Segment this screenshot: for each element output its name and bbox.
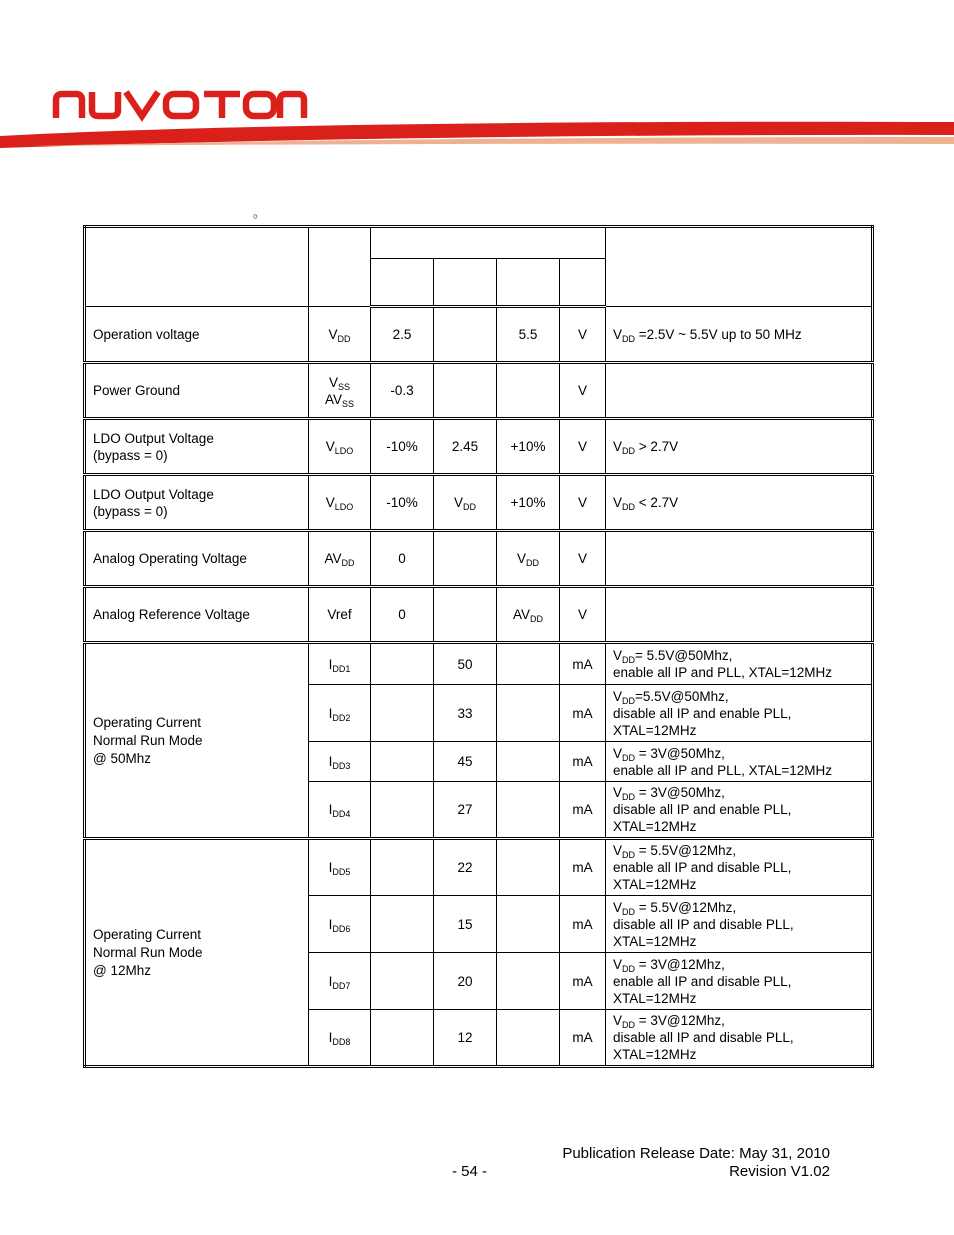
symbol-subscript: DD xyxy=(622,446,636,456)
max-cell xyxy=(497,307,560,363)
min-cell xyxy=(371,685,434,742)
max-value: +10% xyxy=(510,495,546,510)
min-cell xyxy=(371,896,434,953)
symbol: V xyxy=(325,439,335,454)
symbol-cell xyxy=(309,307,371,363)
symbol: I xyxy=(328,1030,333,1045)
max-cell xyxy=(497,839,560,896)
symbol: AV xyxy=(512,607,530,622)
symbol: Vref xyxy=(327,607,352,622)
header-banner xyxy=(0,118,954,148)
min-cell xyxy=(371,363,434,419)
min-cell xyxy=(371,782,434,839)
symbol-subscript: DD xyxy=(622,906,636,917)
parameter-name: LDO Output Voltage xyxy=(93,430,214,446)
max-value: 5.5 xyxy=(518,327,538,342)
typ-value: 22 xyxy=(457,860,473,875)
symbol-cell xyxy=(309,953,371,1010)
symbol-subscript: DD1 xyxy=(332,663,351,674)
typ-cell xyxy=(434,685,497,742)
condition-text: = 3V@50Mhz, xyxy=(635,745,725,761)
symbol-cell xyxy=(309,531,371,587)
condition-line: XTAL=12MHz xyxy=(613,990,697,1006)
unit-cell xyxy=(560,782,606,839)
max-cell xyxy=(497,1010,560,1067)
min-value: 2.5 xyxy=(392,327,412,342)
symbol-cell xyxy=(309,685,371,742)
typ-value: 15 xyxy=(457,916,473,932)
condition-cell xyxy=(606,742,873,782)
unit-value: mA xyxy=(572,802,593,817)
table-row xyxy=(85,587,873,643)
max-cell xyxy=(497,685,560,742)
min-value: 0 xyxy=(398,551,406,566)
parameter-name: Operation voltage xyxy=(93,326,200,342)
page-number: - 54 - xyxy=(452,1163,488,1180)
condition-text: > 2.7V xyxy=(635,439,679,454)
unit-cell xyxy=(560,475,606,531)
unit-value: V xyxy=(577,607,587,622)
min-cell xyxy=(371,953,434,1010)
condition-cell xyxy=(606,587,873,643)
typ-cell xyxy=(434,742,497,782)
condition-line: disable all IP and disable PLL, xyxy=(613,916,794,932)
condition-cell xyxy=(606,839,873,896)
table-row xyxy=(85,643,873,685)
symbol: I xyxy=(328,802,333,817)
condition-cell xyxy=(606,419,873,475)
condition-line: XTAL=12MHz xyxy=(613,933,697,949)
unit-value: V xyxy=(577,327,587,342)
condition-text: = 5.5V@12Mhz, xyxy=(635,843,737,858)
parameter-cell xyxy=(85,419,309,475)
typ-cell xyxy=(434,839,497,896)
unit-cell xyxy=(560,587,606,643)
condition-line: XTAL=12MHz xyxy=(613,722,697,738)
table-row xyxy=(85,363,873,419)
symbol: I xyxy=(328,973,333,989)
min-cell xyxy=(371,531,434,587)
condition-line: XTAL=12MHz xyxy=(613,877,697,892)
condition-line xyxy=(613,647,864,664)
min-value: 0 xyxy=(398,607,406,622)
typ-cell xyxy=(434,475,497,531)
table-header-row xyxy=(85,227,873,259)
symbol: V xyxy=(453,495,463,510)
condition-text: =5.5V@50Mhz, xyxy=(635,688,729,704)
symbol-subscript: DD xyxy=(622,1020,636,1030)
symbol-cell xyxy=(309,839,371,896)
condition-line xyxy=(613,842,864,859)
symbol-subscript: DD xyxy=(622,963,636,974)
unit-value: mA xyxy=(572,656,593,672)
condition-line: disable all IP and enable PLL, xyxy=(613,705,792,721)
symbol: V xyxy=(613,495,623,510)
group-label-line: Operating Current xyxy=(93,926,202,942)
symbol: V xyxy=(613,326,623,342)
symbol: V xyxy=(613,1013,623,1028)
condition-cell xyxy=(606,363,873,419)
max-cell xyxy=(497,475,560,531)
condition-text: < 2.7V xyxy=(635,495,679,510)
typ-cell xyxy=(434,782,497,839)
group-label-line: Operating Current xyxy=(93,714,202,730)
condition-cell xyxy=(606,953,873,1010)
min-cell xyxy=(371,643,434,685)
symbol-cell xyxy=(309,475,371,531)
condition-line xyxy=(613,688,864,705)
symbol-subscript: DD xyxy=(463,502,476,512)
condition-text: = 3V@12Mhz, xyxy=(635,1013,725,1028)
symbol-subscript: LDO xyxy=(334,446,354,456)
condition-cell xyxy=(606,307,873,363)
max-value: +10% xyxy=(510,439,546,454)
symbol: V xyxy=(613,956,623,972)
typ-cell xyxy=(434,363,497,419)
header-symbol xyxy=(309,227,371,307)
max-cell xyxy=(497,782,560,839)
unit-cell xyxy=(560,685,606,742)
typ-cell xyxy=(434,1010,497,1067)
symbol: I xyxy=(328,754,333,769)
group-label-line: @ 50Mhz xyxy=(93,750,151,766)
symbol: V xyxy=(328,326,338,342)
symbol-subscript: DD xyxy=(622,502,636,512)
typ-cell xyxy=(434,587,497,643)
parameter-name: Power Ground xyxy=(93,383,181,398)
max-cell xyxy=(497,742,560,782)
min-cell xyxy=(371,587,434,643)
condition-cell xyxy=(606,782,873,839)
table-row xyxy=(85,419,873,475)
symbol: V xyxy=(613,688,623,704)
unit-cell xyxy=(560,839,606,896)
symbol: V xyxy=(613,843,623,858)
header-specification xyxy=(371,227,606,259)
symbol: V xyxy=(613,648,623,663)
symbol: V xyxy=(613,745,623,761)
unit-cell xyxy=(560,896,606,953)
symbol-cell xyxy=(309,643,371,685)
min-value: -0.3 xyxy=(390,383,414,398)
unit-value: V xyxy=(577,495,587,510)
min-cell xyxy=(371,742,434,782)
header-parameter xyxy=(85,227,309,307)
symbol-subscript: DD8 xyxy=(332,1037,351,1047)
header-unit xyxy=(560,259,606,307)
unit-cell xyxy=(560,643,606,685)
symbol-cell xyxy=(309,742,371,782)
symbol-cell xyxy=(309,896,371,953)
parameter-name: LDO Output Voltage xyxy=(93,486,214,502)
condition-line: disable all IP and disable PLL, xyxy=(613,1030,794,1045)
typ-value: 33 xyxy=(457,705,473,721)
condition-cell xyxy=(606,685,873,742)
parameter-note: (bypass = 0) xyxy=(93,503,168,519)
group-label-cell xyxy=(85,839,309,1067)
symbol: V xyxy=(613,439,623,454)
condition-line xyxy=(613,784,864,801)
unit-cell xyxy=(560,1010,606,1067)
condition-line xyxy=(613,1012,864,1029)
parameter-cell xyxy=(85,531,309,587)
condition-line xyxy=(613,899,864,916)
publication-release-date: Publication Release Date: May 31, 2010 xyxy=(562,1145,830,1162)
symbol-subscript: DD xyxy=(622,655,636,665)
header-test-conditions xyxy=(606,227,873,307)
symbol-subscript: DD xyxy=(622,792,636,802)
group-label-line: Normal Run Mode xyxy=(93,732,203,748)
max-cell xyxy=(497,363,560,419)
unit-cell xyxy=(560,307,606,363)
unit-value: V xyxy=(577,439,587,454)
symbol-cell xyxy=(309,1010,371,1067)
symbol-cell xyxy=(309,363,371,419)
symbol-subscript: DD xyxy=(337,333,351,344)
max-cell xyxy=(497,953,560,1010)
condition-line: enable all IP and disable PLL, xyxy=(613,973,792,989)
unit-cell xyxy=(560,742,606,782)
symbol: I xyxy=(328,705,333,721)
condition-line: enable all IP and PLL, XTAL=12MHz xyxy=(613,762,833,778)
condition-text: = 5.5V@50Mhz, xyxy=(635,648,733,663)
typ-cell xyxy=(434,643,497,685)
symbol: V xyxy=(328,374,338,390)
parameter-note: (bypass = 0) xyxy=(93,447,168,463)
condition-text: = 3V@12Mhz, xyxy=(635,956,725,972)
condition-cell xyxy=(606,1010,873,1067)
symbol-cell xyxy=(309,419,371,475)
condition-text: =2.5V ~ 5.5V up to 50 MHz xyxy=(635,326,802,342)
condition-text: = 5.5V@12Mhz, xyxy=(635,899,737,915)
symbol-subscript: DD xyxy=(622,333,636,344)
symbol: V xyxy=(325,495,335,510)
unit-value: mA xyxy=(572,1030,593,1045)
condition-line xyxy=(613,745,864,762)
symbol: AV xyxy=(324,391,342,407)
condition-line xyxy=(613,956,864,973)
symbol-subscript: DD5 xyxy=(332,867,351,877)
symbol-subscript: DD xyxy=(530,614,543,624)
condition-line: enable all IP and disable PLL, xyxy=(613,860,792,875)
condition-line: enable all IP and PLL, XTAL=12MHz xyxy=(613,665,833,680)
symbol: AV xyxy=(324,551,342,566)
condition-line: disable all IP and enable PLL, xyxy=(613,802,792,817)
symbol-subscript: DD7 xyxy=(332,980,351,991)
unit-value: mA xyxy=(572,754,593,769)
typ-value: 12 xyxy=(457,1030,473,1045)
parameter-name: Analog Operating Voltage xyxy=(93,551,247,566)
typ-value: 50 xyxy=(457,656,473,672)
header-max xyxy=(497,259,560,307)
min-cell xyxy=(371,307,434,363)
table-row xyxy=(85,839,873,896)
symbol-cell xyxy=(309,587,371,643)
symbol-subscript: DD3 xyxy=(332,761,351,771)
revision: Revision V1.02 xyxy=(729,1163,830,1180)
unit-cell xyxy=(560,419,606,475)
unit-value: mA xyxy=(572,973,593,989)
table-row xyxy=(85,307,873,363)
symbol: V xyxy=(613,899,623,915)
typ-value: 20 xyxy=(457,973,473,989)
typ-cell xyxy=(434,419,497,475)
symbol-subscript: DD2 xyxy=(332,712,351,723)
condition-line: XTAL=12MHz xyxy=(613,1047,697,1062)
condition-cell xyxy=(606,475,873,531)
dc-characteristics-table xyxy=(83,225,874,1068)
unit-value: V xyxy=(577,383,587,398)
group-label-line: Normal Run Mode xyxy=(93,944,203,960)
table-row xyxy=(85,531,873,587)
intro-mark: 。 xyxy=(253,205,267,220)
symbol-subscript: DD6 xyxy=(332,923,351,934)
max-cell xyxy=(497,419,560,475)
symbol-subscript: DD xyxy=(341,558,355,568)
max-cell xyxy=(497,587,560,643)
symbol-cell xyxy=(309,782,371,839)
symbol-subscript: DD xyxy=(526,558,539,568)
typ-cell xyxy=(434,531,497,587)
unit-value: mA xyxy=(572,916,593,932)
header-min xyxy=(371,259,434,307)
symbol: V xyxy=(516,551,526,566)
max-cell xyxy=(497,643,560,685)
typ-cell xyxy=(434,307,497,363)
parameter-cell xyxy=(85,363,309,419)
typ-cell xyxy=(434,896,497,953)
symbol: I xyxy=(328,916,333,932)
symbol: V xyxy=(613,785,623,800)
unit-value: V xyxy=(577,551,587,566)
max-cell xyxy=(497,531,560,587)
parameter-cell xyxy=(85,587,309,643)
header-typ xyxy=(434,259,497,307)
unit-value: mA xyxy=(572,860,593,875)
max-cell xyxy=(497,896,560,953)
min-cell xyxy=(371,475,434,531)
condition-cell xyxy=(606,643,873,685)
symbol-subscript: DD4 xyxy=(332,809,351,819)
min-value: -10% xyxy=(386,439,418,454)
symbol: I xyxy=(328,656,333,672)
typ-value: 2.45 xyxy=(451,439,479,454)
min-cell xyxy=(371,839,434,896)
symbol-subscript: SS xyxy=(342,398,355,409)
unit-value: mA xyxy=(572,705,593,721)
condition-cell xyxy=(606,531,873,587)
symbol-subscript: DD xyxy=(622,850,636,860)
table-row xyxy=(85,475,873,531)
unit-cell xyxy=(560,363,606,419)
symbol-subscript: DD xyxy=(622,752,636,763)
parameter-name: Analog Reference Voltage xyxy=(93,607,250,622)
condition-line: XTAL=12MHz xyxy=(613,819,697,834)
nuvoton-logo xyxy=(52,88,308,122)
symbol-subscript: LDO xyxy=(334,502,354,512)
typ-value: 27 xyxy=(457,802,473,817)
min-cell xyxy=(371,1010,434,1067)
symbol: I xyxy=(328,860,333,875)
min-value: -10% xyxy=(386,495,418,510)
parameter-cell xyxy=(85,307,309,363)
symbol-subscript: DD xyxy=(622,695,636,706)
group-label-line: @ 12Mhz xyxy=(93,962,151,978)
group-label-cell xyxy=(85,643,309,839)
symbol-subscript: SS xyxy=(338,381,351,392)
unit-cell xyxy=(560,953,606,1010)
unit-cell xyxy=(560,531,606,587)
condition-cell xyxy=(606,896,873,953)
condition-text: = 3V@50Mhz, xyxy=(635,785,725,800)
min-cell xyxy=(371,419,434,475)
parameter-cell xyxy=(85,475,309,531)
typ-value: 45 xyxy=(457,754,473,769)
typ-cell xyxy=(434,953,497,1010)
